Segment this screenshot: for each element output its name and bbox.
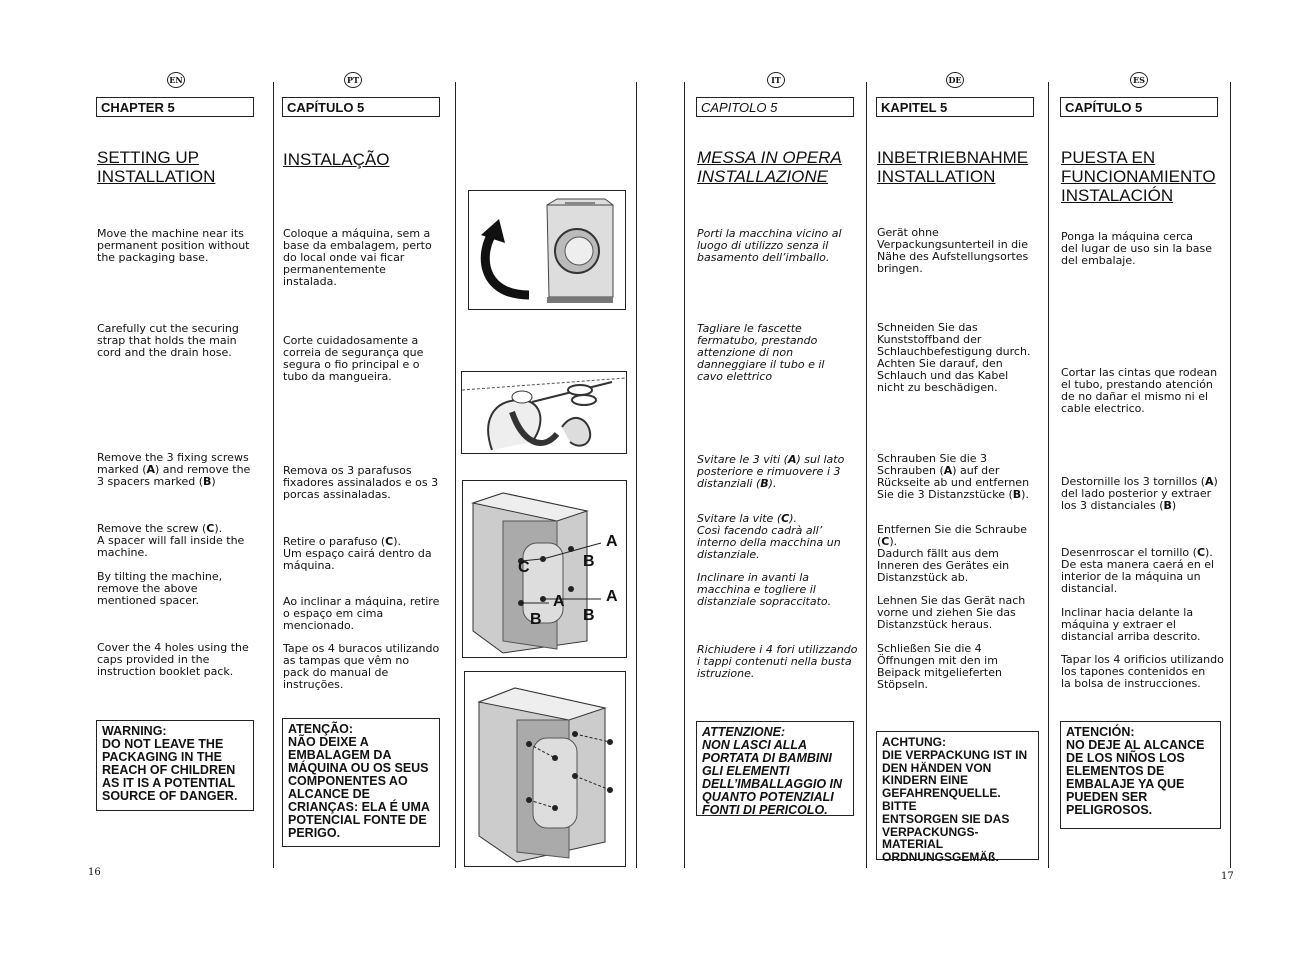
step-cut-strap-de: Schneiden Sie das Kunststoffband der Schlauchbefestigung durch. Achten Sie darauf, den Schlauch und das Kabel nicht zu beschädigen. (877, 321, 1031, 394)
step-tilt-machine-pt: Ao inclinar a máquina, retire o espaço em cima mencionado. (283, 595, 440, 632)
section-title-it: MESSA IN OPERA INSTALLAZIONE (697, 148, 842, 186)
column-divider (636, 82, 637, 868)
step-cut-strap-es: Cortar las cintas que rodean el tubo, prestando atención de no dañar el mismo ni el cable electrico. (1061, 366, 1218, 415)
language-badge-pt: PT (344, 72, 362, 88)
step-tilt-machine-es: Inclinar hacia delante la máquina y extraer el distancial arriba descrito. (1061, 606, 1201, 643)
chapter-heading-de: KAPITEL 5 (876, 97, 1034, 117)
page-number-right: 17 (1221, 871, 1234, 882)
step-tilt-machine-de: Lehnen Sie das Gerät nach vorne und ziehen Sie das Distanzstück heraus. (877, 594, 1026, 631)
step-move-machine-it: Porti la macchina vicino al luogo di utilizzo senza il basamento dell’imballo. (697, 227, 842, 264)
figure-cover-holes (464, 671, 626, 867)
step-move-machine-de: Gerät ohne Verpackungsunterteil in die Nähe des Aufstellungsortes bringen. (877, 226, 1029, 275)
column-divider (455, 82, 456, 868)
figure-label-a-top: A (606, 533, 618, 550)
warning-box-en: WARNING: DO NOT LEAVE THE PACKAGING IN THE REACH OF CHILDREN AS IT IS A POTENTIAL SOURCE OF DANGER. (96, 720, 254, 811)
figure-screws-abc (462, 480, 627, 658)
chapter-heading-pt: CAPÍTULO 5 (282, 97, 440, 117)
figure-label-b-top: B (583, 553, 595, 570)
step-move-machine-en: Move the machine near its permanent position without the packaging base. (97, 227, 250, 264)
step-remove-screw-c-it: Svitare la vite (C). Così facendo cadrà all’ interno della macchina un distanziale. (697, 512, 841, 561)
language-badge-de: DE (946, 72, 964, 88)
column-divider (1230, 82, 1231, 868)
step-remove-screw-c-pt: Retire o parafuso (C). Um espaço cairá dentro da máquina. (283, 535, 432, 572)
figure-cut-strap (461, 371, 627, 454)
page-number-left: 16 (88, 867, 101, 878)
figure-move-machine (468, 190, 626, 310)
step-remove-screws-it: Svitare le 3 viti (A) sul lato posteriore e rimuovere i 3 distanziali (B). (697, 453, 845, 490)
figure-label-c: C (518, 559, 530, 576)
step-remove-screw-c-en: Remove the screw (C). A spacer will fall inside the machine. (97, 522, 245, 559)
section-title-de: INBETRIEBNAHME INSTALLATION (877, 148, 1029, 186)
step-remove-screws-de: Schrauben Sie die 3 Schrauben (A) auf der Rückseite ab und entfernen Sie die 3 Distanzstücke (B). (877, 452, 1030, 501)
step-tilt-machine-it: Inclinare in avanti la macchina e togliere il distanziale sopraccitato. (697, 571, 832, 608)
figure-label-a-mid: A (553, 593, 565, 610)
step-cut-strap-it: Tagliare le fascette fermatubo, prestando attenzione di non danneggiare il tubo e il cavo elettrico (697, 322, 825, 383)
column-divider (1048, 82, 1049, 868)
step-cover-holes-es: Tapar los 4 orificios utilizando los tapones contenidos en la bolsa de instrucciones. (1061, 653, 1224, 690)
language-badge-es: ES (1130, 72, 1148, 88)
warning-box-es: ATENCIÓN: NO DEJE AL ALCANCE DE LOS NIÑOS LOS ELEMENTOS DE EMBALAJE YA QUE PUEDEN SER PELIGROSOS. (1060, 721, 1221, 829)
figure-label-b-left: B (530, 611, 542, 628)
language-badge-en: EN (167, 72, 185, 88)
step-move-machine-pt: Coloque a máquina, sem a base da embalagem, perto do local onde vai ficar permanentemente instalada. (283, 227, 432, 288)
section-title-es: PUESTA EN FUNCIONAMIENTO INSTALACIÓN (1061, 148, 1216, 205)
step-remove-screws-en: Remove the 3 fixing screws marked (A) and remove the 3 spacers marked (B) (97, 451, 251, 488)
step-cover-holes-en: Cover the 4 holes using the caps provided in the instruction booklet pack. (97, 641, 249, 678)
figure-label-b-right: B (583, 607, 595, 624)
chapter-heading-en: CHAPTER 5 (96, 97, 254, 117)
chapter-heading-it: CAPITOLO 5 (696, 97, 854, 117)
step-move-machine-es: Ponga la máquina cerca del lugar de uso sin la base del embalaje. (1061, 230, 1213, 267)
chapter-heading-es: CAPÍTULO 5 (1060, 97, 1218, 117)
step-remove-screw-c-de: Entfernen Sie die Schraube (C). Dadurch fällt aus dem Inneren des Gerätes ein Distanzstück ab. (877, 523, 1028, 584)
figure-label-a-right: A (606, 588, 618, 605)
step-remove-screws-es: Destornille los 3 tornillos (A) del lado posterior y extraer los 3 distanciales (B) (1061, 475, 1218, 512)
step-cover-holes-pt: Tape os 4 buracos utilizando as tampas que vêm no pack do manual de instruções. (283, 642, 440, 691)
column-divider (866, 82, 867, 868)
warning-box-pt: ATENÇÃO: NÃO DEIXE A EMBALAGEM DA MÁQUINA OU OS SEUS COMPONENTES AO ALCANCE DE CRIANÇAS: ELA É UMA POTENCIAL FONTE DE PERIGO. (282, 718, 440, 847)
step-remove-screws-pt: Remova os 3 parafusos fixadores assinalados e os 3 porcas assinaladas. (283, 464, 439, 501)
language-badge-it: IT (767, 72, 785, 88)
column-divider (273, 82, 274, 868)
warning-box-de: ACHTUNG: DIE VERPACKUNG IST IN DEN HÄNDEN VON KINDERN EINE GEFAHRENQUELLE. BITTE ENTSORGEN SIE DAS VERPACKUNGS- MATERIAL ORDNUNGSGEMÄß. (876, 731, 1039, 860)
column-divider (684, 82, 685, 868)
section-title-en: SETTING UP INSTALLATION (97, 148, 216, 186)
section-title-pt: INSTALAÇÃO (283, 150, 390, 169)
step-tilt-machine-en: By tilting the machine, remove the above mentioned spacer. (97, 570, 223, 607)
step-cover-holes-de: Schließen Sie die 4 Öffnungen mit den im Beipack mitgelieferten Stöpseln. (877, 642, 1002, 691)
step-remove-screw-c-es: Desenrroscar el tornillo (C). De esta manera caerá en el interior de la máquina un distancial. (1061, 546, 1215, 595)
step-cover-holes-it: Richiudere i 4 fori utilizzando i tappi contenuti nella busta istruzione. (697, 643, 858, 680)
step-cut-strap-pt: Corte cuidadosamente a correia de segurança que segura o fio principal e o tubo da mangueira. (283, 334, 424, 383)
step-cut-strap-en: Carefully cut the securing strap that holds the main cord and the drain hose. (97, 322, 239, 359)
warning-box-it: ATTENZIONE: NON LASCI ALLA PORTATA DI BAMBINI GLI ELEMENTI DELL’IMBALLAGGIO IN QUANTO POTENZIALI FONTI DI PERICOLO. (696, 721, 854, 816)
